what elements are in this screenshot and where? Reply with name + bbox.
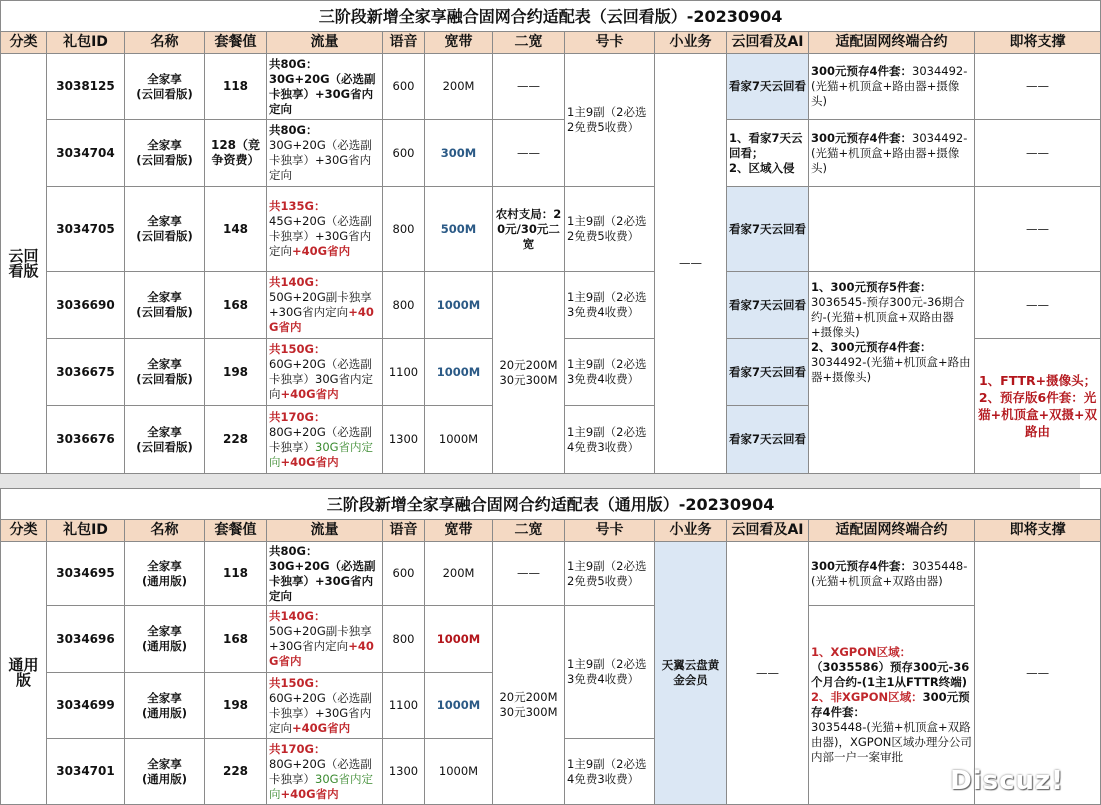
upcoming-support: —— <box>975 542 1101 805</box>
flow-cell <box>267 272 383 339</box>
header-cell: 套餐值 <box>205 520 267 542</box>
number-cards: 1主9副（2必选3免费4收费） <box>565 606 655 739</box>
package-id: 3034701 <box>47 739 125 805</box>
package-id: 3036675 <box>47 339 125 406</box>
package-value: 118 <box>205 54 267 120</box>
header-cell: 云回看及AI <box>727 520 809 542</box>
voice-minutes: 800 <box>383 606 425 673</box>
package-name: 全家享 (云回看版) <box>125 187 205 272</box>
upcoming-support: —— <box>975 120 1101 187</box>
flow-detail-text: 60G+20G（必选副卡独享）30G省内定向 <box>269 357 374 401</box>
contract-option-1-body: 3036545-预存300元-36期合约-(光猫+机顶盒+双路由器+摄像头) <box>811 295 965 339</box>
contract-option-2 <box>811 690 972 720</box>
table-row <box>1 54 1101 120</box>
flow-detail-text: 45G+20G（必选副卡独享）+30G省内定向 <box>269 214 372 258</box>
voice-minutes: 800 <box>383 272 425 339</box>
flow-cell <box>267 606 383 673</box>
cloud-playback: 看家7天云回看 <box>727 54 809 120</box>
second-broadband: 20元200M 30元300M <box>493 606 565 805</box>
contract-option-2-body: 3035448-(光猫+机顶盒+双路由器)，XGPON区域办理分公司内部一户一案审批 <box>811 720 972 764</box>
cloud-playback: 看家7天云回看 <box>727 187 809 272</box>
header-cell: 套餐值 <box>205 32 267 54</box>
voice-minutes: 800 <box>383 187 425 272</box>
upcoming-support: —— <box>975 272 1101 339</box>
broadband-speed: 1000M <box>425 739 493 805</box>
package-name: 全家享 (云回看版) <box>125 406 205 474</box>
small-business: —— <box>655 54 727 474</box>
package-value: 148 <box>205 187 267 272</box>
flow-extra: +40G省内 <box>292 244 351 258</box>
flow-green: 30G省内定向 <box>269 439 374 469</box>
number-cards: 1主9副（2必选4免费3收费） <box>565 406 655 474</box>
flow-detail-text: 80G+20G（必选副卡独享） <box>269 756 372 786</box>
table-row <box>1 120 1101 187</box>
package-value: 228 <box>205 406 267 474</box>
flow-detail <box>269 691 380 736</box>
upcoming-support: —— <box>975 187 1101 272</box>
flow-cell <box>267 739 383 805</box>
package-id: 3034704 <box>47 120 125 187</box>
flow-detail: 30G+20G（必选副卡独享）+30G省内定向 <box>269 138 372 182</box>
terminal-contract <box>809 120 975 187</box>
package-name: 全家享 (通用版) <box>125 739 205 805</box>
flow-detail <box>269 425 380 470</box>
header-cell: 礼包ID <box>47 32 125 54</box>
package-name: 全家享 (云回看版) <box>125 54 205 120</box>
cloud-playback: 1、看家7天云回看； 2、区域入侵 <box>727 120 809 187</box>
contract-option-2-head: 2、非XGPON区域： <box>811 690 923 704</box>
flow-extra: +40G省内 <box>269 639 374 668</box>
broadband-speed: 200M <box>425 542 493 606</box>
flow-detail-text: 50G+20G副卡独享+30G省内定向 <box>269 624 372 653</box>
flow-cell <box>267 542 383 606</box>
package-name: 全家享 (云回看版) <box>125 272 205 339</box>
package-id: 3036690 <box>47 272 125 339</box>
table-row <box>1 542 1101 606</box>
contract-option-2-body: 3034492-(光猫+机顶盒+路由器+摄像头) <box>811 355 971 384</box>
number-cards: 1主9副（2必选3免费4收费） <box>565 339 655 406</box>
broadband-speed: 500M <box>425 187 493 272</box>
package-id: 3036676 <box>47 406 125 474</box>
flow-total: 共150G： <box>269 342 326 356</box>
header-cell: 小业务 <box>655 520 727 542</box>
second-broadband: —— <box>493 120 565 187</box>
header-cell: 二宽 <box>493 520 565 542</box>
flow-extra: +40G省内 <box>269 305 374 334</box>
flow-detail-text: 60G+20G（必选副卡独享）+30G省内定向 <box>269 690 372 735</box>
broadband-speed: 1000M <box>425 339 493 406</box>
flow-detail: 30G+20G（必选副卡独享）+30G省内定向 <box>269 71 376 116</box>
flow-detail-text: 80G+20G（必选副卡独享） <box>269 424 372 454</box>
header-cell: 即将支撑 <box>975 520 1101 542</box>
broadband-speed: 1000M <box>425 272 493 339</box>
contract-head: 300元预存4件套： <box>811 64 913 78</box>
contract-option-1-body: （3035586）预存300元-36个月合约-(1主1从FTTR终端) <box>811 660 970 689</box>
flow-total: 共140G： <box>269 609 326 623</box>
number-cards: 1主9副（2必选2免费5收费） <box>565 187 655 272</box>
table-row <box>1 606 1101 673</box>
second-broadband: —— <box>493 54 565 120</box>
flow-total: 共80G： <box>269 56 318 71</box>
package-name: 全家享 (云回看版) <box>125 120 205 187</box>
header-cell: 名称 <box>125 520 205 542</box>
cloud-playback: —— <box>727 542 809 805</box>
flow-detail <box>269 214 380 259</box>
category-cell: 云回看版 <box>1 54 47 474</box>
header-cell: 宽带 <box>425 32 493 54</box>
voice-minutes: 1300 <box>383 739 425 805</box>
contract-option-1-head: 1、XGPON区域： <box>811 645 912 659</box>
broadband-speed: 1000M <box>425 406 493 474</box>
package-value: 198 <box>205 673 267 739</box>
terminal-contract <box>809 542 975 606</box>
package-name: 全家享 (通用版) <box>125 606 205 673</box>
voice-minutes: 1100 <box>383 673 425 739</box>
flow-detail <box>269 290 380 335</box>
flow-extra: +40G省内 <box>280 454 339 469</box>
package-name: 全家享 (云回看版) <box>125 339 205 406</box>
broadband-speed: 300M <box>425 120 493 187</box>
header-cell: 号卡 <box>565 32 655 54</box>
second-broadband: 农村支局：20元/30元二宽 <box>493 187 565 272</box>
contract-body: 3035448-(光猫+机顶盒+双路由器) <box>811 558 968 588</box>
table-title-row <box>1 489 1101 520</box>
category-cell: 通用版 <box>1 542 47 805</box>
second-broadband: —— <box>493 542 565 606</box>
contract-option-2-sub: 300元预存4件套： <box>811 690 970 719</box>
flow-extra: +40G省内 <box>280 387 339 401</box>
header-cell: 礼包ID <box>47 520 125 542</box>
flow-total: 共170G： <box>269 409 326 424</box>
upcoming-support-group: 1、FTTR+摄像头； 2、预存版6件套：光猫+机顶盒+双摄+双路由 <box>975 339 1101 474</box>
header-cell: 分类 <box>1 520 47 542</box>
header-cell: 适配固网终端合约 <box>809 32 975 54</box>
flow-detail <box>269 357 380 402</box>
package-value: 168 <box>205 606 267 673</box>
number-cards: 1主9副（2必选2免费5收费） <box>565 54 655 187</box>
package-name: 全家享 (通用版) <box>125 542 205 606</box>
cloud-playback: 看家7天云回看 <box>727 406 809 474</box>
header-cell: 名称 <box>125 32 205 54</box>
voice-minutes: 1300 <box>383 406 425 474</box>
flow-cell <box>267 54 383 120</box>
flow-cell <box>267 187 383 272</box>
header-cell: 分类 <box>1 32 47 54</box>
flow-extra: +40G省内 <box>292 720 351 735</box>
voice-minutes: 600 <box>383 542 425 606</box>
broadband-speed: 1000M <box>425 606 493 673</box>
voice-minutes: 600 <box>383 54 425 120</box>
header-cell: 二宽 <box>493 32 565 54</box>
table-general-version <box>0 488 1080 805</box>
package-name: 全家享 (通用版) <box>125 673 205 739</box>
number-cards: 1主9副（2必选4免费3收费） <box>565 739 655 805</box>
header-cell: 宽带 <box>425 520 493 542</box>
flow-detail-text: 50G+20G副卡独享+30G省内定向 <box>269 290 372 319</box>
contract-option-2-head: 2、300元预存4件套： <box>811 340 932 354</box>
header-cell: 小业务 <box>655 32 727 54</box>
flow-cell <box>267 339 383 406</box>
flow-detail: 30G+20G（必选副卡独享）+30G省内定向 <box>269 558 376 603</box>
flow-total: 共135G： <box>269 199 326 213</box>
watermark: Discuz! <box>950 766 1064 796</box>
cloud-playback: 看家7天云回看 <box>727 339 809 406</box>
terminal-contract <box>809 54 975 120</box>
terminal-contract <box>809 187 975 272</box>
package-value: 198 <box>205 339 267 406</box>
voice-minutes: 1100 <box>383 339 425 406</box>
broadband-speed: 1000M <box>425 673 493 739</box>
second-broadband: 20元200M 30元300M <box>493 272 565 474</box>
small-business: 天翼云盘黄金会员 <box>655 542 727 805</box>
package-value: 118 <box>205 542 267 606</box>
flow-total: 共80G： <box>269 543 318 558</box>
header-cell: 流量 <box>267 520 383 542</box>
header-cell: 流量 <box>267 32 383 54</box>
table-separator <box>0 474 1080 488</box>
number-cards: 1主9副（2必选3免费4收费） <box>565 272 655 339</box>
package-id: 3034696 <box>47 606 125 673</box>
header-cell: 云回看及AI <box>727 32 809 54</box>
contract-body: 3034492-(光猫+机顶盒+路由器+摄像头) <box>811 64 968 108</box>
contract-body: 3034492-(光猫+机顶盒+路由器+摄像头) <box>811 130 968 175</box>
contract-head: 300元预存4件套： <box>811 130 913 145</box>
table-row <box>1 272 1101 339</box>
table-title-row <box>1 1 1101 32</box>
header-cell: 即将支撑 <box>975 32 1101 54</box>
flow-cell <box>267 406 383 474</box>
package-value: 168 <box>205 272 267 339</box>
header-cell: 语音 <box>383 32 425 54</box>
table-title: 三阶段新增全家享融合固网合约适配表（通用版）-20230904 <box>1 489 1101 520</box>
flow-total: 共140G： <box>269 275 326 289</box>
flow-cell <box>267 673 383 739</box>
flow-total: 共170G： <box>269 741 326 756</box>
voice-minutes: 600 <box>383 120 425 187</box>
flow-detail <box>269 757 380 802</box>
broadband-speed: 200M <box>425 54 493 120</box>
header-row <box>1 520 1101 542</box>
table-title: 三阶段新增全家享融合固网合约适配表（云回看版）-20230904 <box>1 1 1101 32</box>
header-cell: 语音 <box>383 520 425 542</box>
header-cell: 号卡 <box>565 520 655 542</box>
contract-option-1-head: 1、300元预存5件套： <box>811 280 932 294</box>
package-value: 128（竞争资费） <box>205 120 267 187</box>
terminal-contract-group <box>809 272 975 474</box>
header-row <box>1 32 1101 54</box>
table-row <box>1 187 1101 272</box>
package-id: 3038125 <box>47 54 125 120</box>
number-cards: 1主9副（2必选2免费5收费） <box>565 542 655 606</box>
flow-extra: +40G省内 <box>280 786 339 801</box>
cloud-playback: 看家7天云回看 <box>727 272 809 339</box>
header-cell: 适配固网终端合约 <box>809 520 975 542</box>
package-id: 3034705 <box>47 187 125 272</box>
flow-cell <box>267 120 383 187</box>
contract-head: 300元预存4件套： <box>811 558 913 573</box>
flow-total: 共80G： <box>269 123 318 137</box>
package-id: 3034699 <box>47 673 125 739</box>
flow-total: 共150G： <box>269 675 326 690</box>
flow-green: 30G省内定向 <box>269 771 374 801</box>
upcoming-support: —— <box>975 54 1101 120</box>
flow-detail <box>269 624 380 669</box>
package-value: 228 <box>205 739 267 805</box>
package-id: 3034695 <box>47 542 125 606</box>
